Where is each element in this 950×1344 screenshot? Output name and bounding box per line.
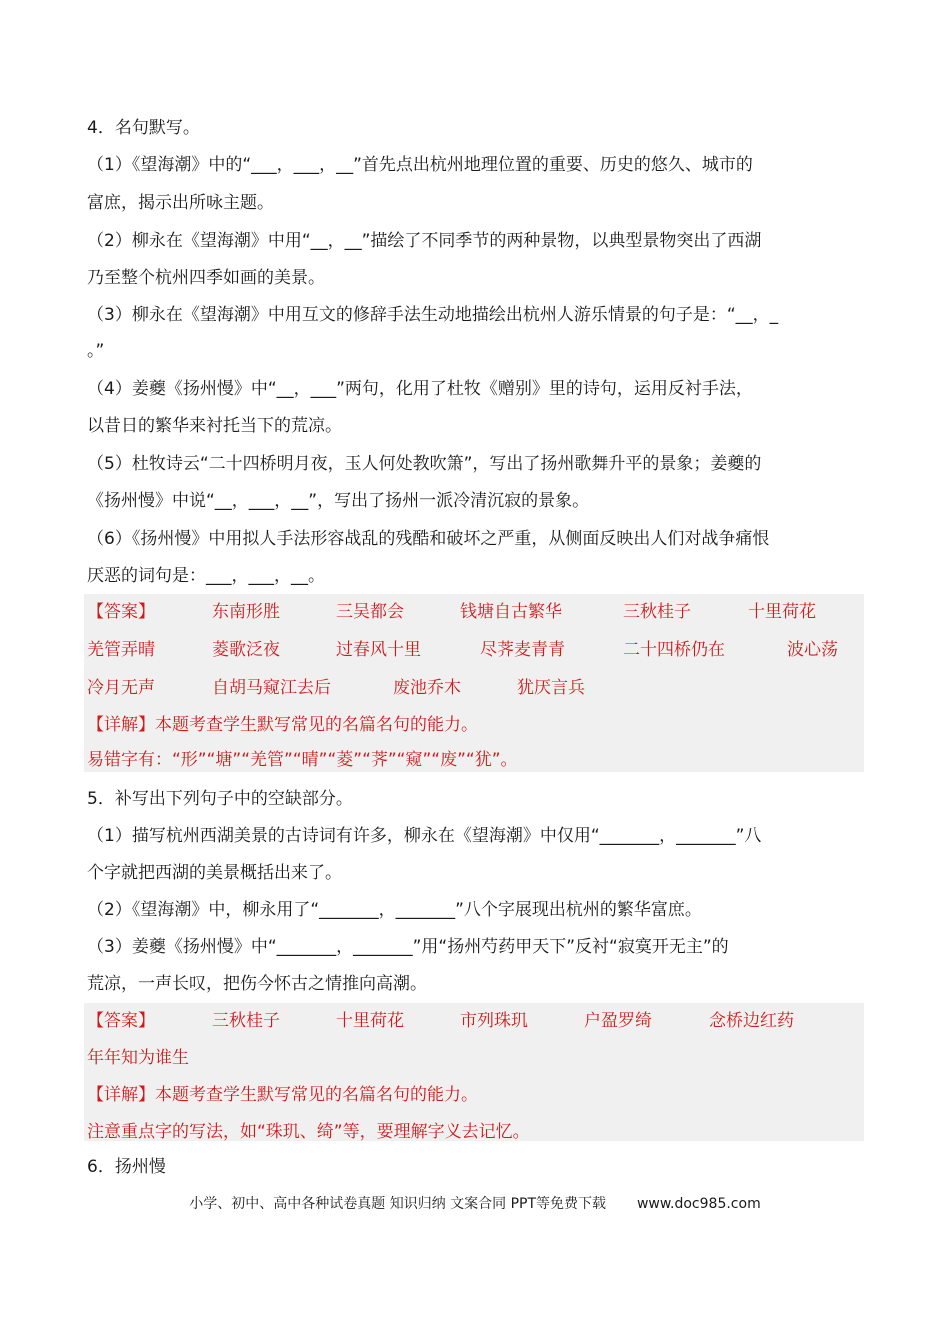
q4-line: （3）柳永在《望海潮》中用互文的修辞手法生动地描绘出杭州人游乐情景的句子是：“__，_ bbox=[87, 305, 779, 325]
footer-url[interactable]: www.doc985.com bbox=[636, 1196, 761, 1212]
answer-label: 【答案】 bbox=[87, 1011, 155, 1031]
q5-line: （3）姜夔《扬州慢》中“_______，_______”用“扬州芍药甲天下”反衬“寂寞开无主”的 bbox=[87, 937, 729, 957]
q4-line: （1）《望海潮》中的“___，___，__”首先点出杭州地理位置的重要、历史的悠久、城市的 bbox=[87, 155, 753, 175]
q4-line: （2）柳永在《望海潮》中用“__，__”描绘了不同季节的两种景物，以典型景物突出了西湖 bbox=[87, 231, 762, 251]
question-4-title: 4．名句默写。 bbox=[87, 118, 200, 138]
answer-item: 二十四桥仍在 bbox=[623, 640, 725, 660]
answer-item: 菱歌泛夜 bbox=[212, 640, 280, 660]
answer-item: 年年知为谁生 bbox=[87, 1048, 189, 1068]
answer-item: 十里荷花 bbox=[336, 1011, 404, 1031]
q5-line: 个字就把西湖的美景概括出来了。 bbox=[87, 863, 342, 883]
q4-line: （4）姜夔《扬州慢》中“__，___”两句，化用了杜牧《赠别》里的诗句，运用反衬手法， bbox=[87, 379, 753, 399]
q4-line: 以昔日的繁华来衬托当下的荒凉。 bbox=[87, 416, 342, 436]
answer-item: 市列珠玑 bbox=[460, 1011, 528, 1031]
answer-item: 钱塘自古繁华 bbox=[460, 602, 562, 622]
question-6-title: 6．扬州慢 bbox=[87, 1157, 166, 1177]
q4-line: （6）《扬州慢》中用拟人手法形容战乱的残酷和破坏之严重，从侧面反映出人们对战争痛恨 bbox=[87, 529, 770, 549]
answer-label: 【答案】 bbox=[87, 602, 155, 622]
answer-item: 自胡马窥江去后 bbox=[212, 678, 331, 698]
q5-line: 荒凉，一声长叹，把伤今怀古之情推向高潮。 bbox=[87, 974, 427, 994]
answer-item: 波心荡 bbox=[787, 640, 838, 660]
q4-line: （5）杜牧诗云“二十四桥明月夜，玉人何处教吹箫”，写出了扬州歌舞升平的景象；姜夔的 bbox=[87, 454, 762, 474]
q4-line: 。” bbox=[87, 341, 105, 361]
q5-line: （2）《望海潮》中，柳永用了“_______，_______”八个字展现出杭州的繁华富庶。 bbox=[87, 900, 702, 920]
answer-item: 三吴都会 bbox=[336, 602, 404, 622]
q5-detail: 【详解】本题考查学生默写常见的名篇名句的能力。 bbox=[87, 1085, 478, 1105]
answer-item: 冷月无声 bbox=[87, 678, 155, 698]
answer-item: 废池乔木 bbox=[393, 678, 461, 698]
q4-line: 《扬州慢》中说“__，___，__”，写出了扬州一派冷清沉寂的景象。 bbox=[87, 491, 590, 511]
q4-detail: 【详解】本题考查学生默写常见的名篇名句的能力。 bbox=[87, 715, 478, 735]
question-5-title: 5．补写出下列句子中的空缺部分。 bbox=[87, 789, 353, 809]
answer-item: 三秋桂子 bbox=[623, 602, 691, 622]
answer-item: 东南形胜 bbox=[212, 602, 280, 622]
answer-item: 犹厌言兵 bbox=[517, 678, 585, 698]
footer-text: 小学、初中、高中各种试卷真题 知识归纳 文案合同 PPT等免费下载 bbox=[189, 1196, 607, 1212]
q4-note: 易错字有：“形”“塘”“羌管”“晴”“菱”“荠”“窥”“废”“犹”。 bbox=[87, 750, 518, 770]
answer-item: 户盈罗绮 bbox=[584, 1011, 652, 1031]
q4-line: 富庶，揭示出所咏主题。 bbox=[87, 193, 274, 213]
answer-item: 十里荷花 bbox=[748, 602, 816, 622]
q5-line: （1）描写杭州西湖美景的古诗词有许多，柳永在《望海潮》中仅用“_______，_______”八 bbox=[87, 826, 762, 846]
answer-item: 过春风十里 bbox=[336, 640, 421, 660]
page-footer bbox=[0, 1193, 950, 1213]
q4-line: 厌恶的词句是：___，___，__。 bbox=[87, 566, 325, 586]
q4-line: 乃至整个杭州四季如画的美景。 bbox=[87, 268, 325, 288]
answer-item: 尽荠麦青青 bbox=[480, 640, 565, 660]
q5-note: 注意重点字的写法，如“珠玑、绮”等，要理解字义去记忆。 bbox=[87, 1122, 530, 1142]
answer-item: 羌管弄晴 bbox=[87, 640, 155, 660]
answer-item: 三秋桂子 bbox=[212, 1011, 280, 1031]
answer-item: 念桥边红药 bbox=[709, 1011, 794, 1031]
